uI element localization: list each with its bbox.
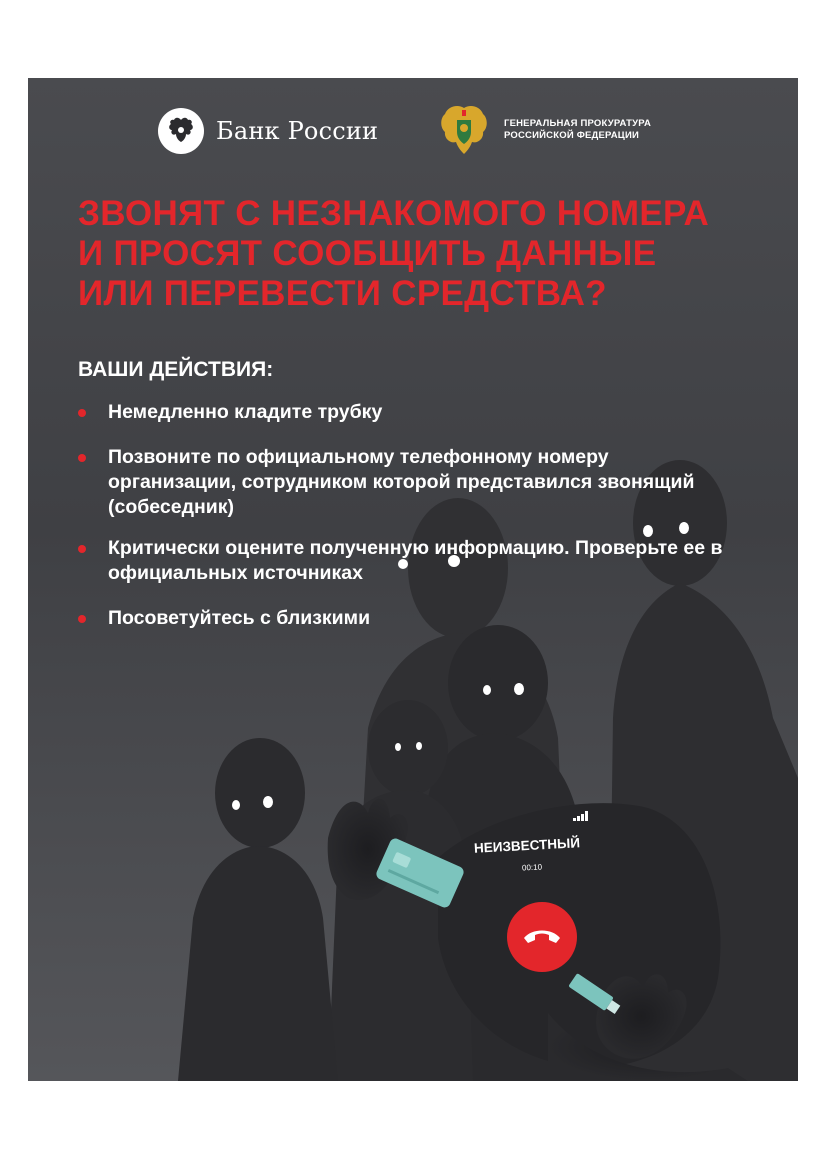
prosecutor-name-line2: РОССИЙСКОЙ ФЕДЕРАЦИИ: [504, 130, 640, 141]
headline-line: И ПРОСЯТ СООБЩИТЬ ДАННЫЕ: [78, 234, 657, 273]
prosecutor-name: [504, 118, 651, 142]
list-item-text: Позвоните по официальному телефонному номеру организации, сотрудником которой представился звонящий (собеседник): [108, 446, 695, 518]
headline: [78, 194, 778, 314]
double-headed-eagle-icon: [158, 108, 204, 154]
list-item-text: Критически оцените полученную информацию. Проверьте ее в официальных источниках: [108, 537, 723, 584]
phone-hangup-icon: [522, 926, 562, 948]
headline-line: ЗВОНЯТ С НЕЗНАКОМОГО НОМЕРА: [78, 194, 710, 233]
caller-name: НЕИЗВЕСТНЫЙ: [473, 835, 581, 856]
hangup-button[interactable]: [507, 902, 577, 972]
bullet-icon: [78, 545, 86, 553]
actions-list: [78, 400, 728, 631]
prosecutor-name-line1: ГЕНЕРАЛЬНАЯ ПРОКУРАТУРА: [504, 118, 652, 129]
list-item: [78, 400, 728, 425]
list-item-text: Посоветуйтесь с близкими: [108, 607, 371, 629]
list-item: [78, 445, 728, 520]
poster: [28, 78, 798, 1081]
signal-bars-icon: [573, 811, 589, 821]
bullet-icon: [78, 615, 86, 623]
call-timer: 00:10: [521, 862, 543, 873]
prosecutor-emblem-icon: [436, 102, 492, 158]
bank-name: Банк России: [216, 117, 379, 145]
silhouette-left: [178, 738, 338, 1081]
headline-line: ИЛИ ПЕРЕВЕСТИ СРЕДСТВА?: [78, 274, 607, 313]
list-item-text: Немедленно кладите трубку: [108, 401, 383, 423]
bank-logo: [158, 106, 378, 156]
list-item: [78, 606, 728, 631]
actions-title: ВАШИ ДЕЙСТВИЯ:: [78, 358, 274, 381]
bullet-icon: [78, 409, 86, 417]
prosecutor-logo: [436, 102, 651, 158]
bullet-icon: [78, 454, 86, 462]
list-item: [78, 536, 728, 586]
